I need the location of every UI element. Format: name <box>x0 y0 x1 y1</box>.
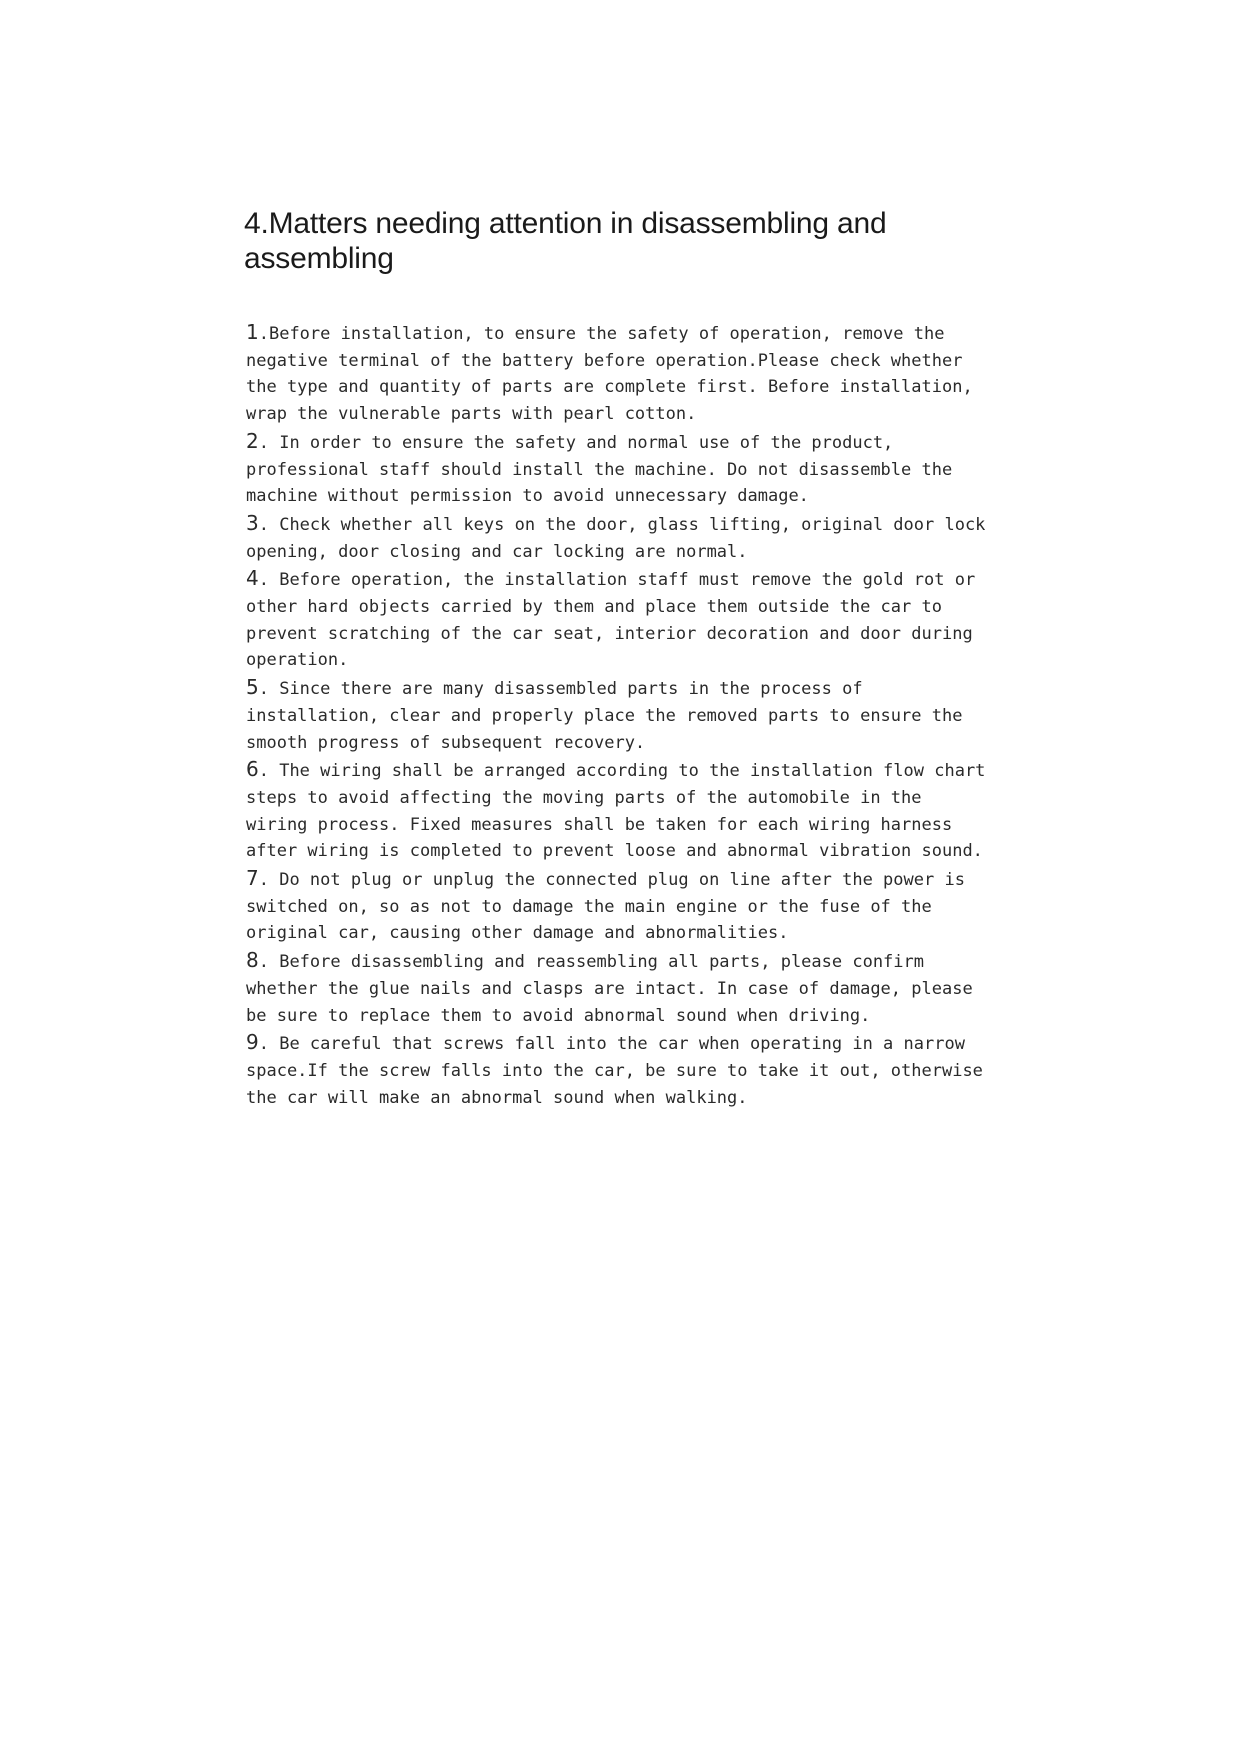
item-number: 4 <box>246 566 259 591</box>
list-item <box>246 865 990 947</box>
item-text: . The wiring shall be arranged according to the installation flow chart steps to avoid affecting the moving parts of the automobile in the wiring process. Fixed measures shall be taken for each wiring harness after wiring is completed to prevent loose and abnormal vibration sound. <box>246 761 986 862</box>
item-number: 7 <box>246 866 259 891</box>
list-item <box>246 947 990 1029</box>
item-text: . Do not plug or unplug the connected plug on line after the power is switched on, so as not to damage the main engine or the fuse of the original car, causing other damage and abnormalities. <box>246 870 965 944</box>
item-number: 5 <box>246 675 259 700</box>
item-number: 2 <box>246 428 259 453</box>
list-item <box>246 319 990 428</box>
list-item <box>246 428 990 510</box>
item-number: 8 <box>246 948 259 973</box>
attention-list <box>246 319 990 1111</box>
item-number: 3 <box>246 510 259 535</box>
item-number: 1 <box>246 320 259 344</box>
item-text: . Be careful that screws fall into the car when operating in a narrow space.If the screw falls into the car, be sure to take it out, otherwise the car will make an abnormal sound when walking. <box>246 1034 983 1108</box>
list-item <box>246 510 990 565</box>
item-text: . Before disassembling and reassembling all parts, please confirm whether the glue nails and clasps are intact. In case of damage, please be sure to replace them to avoid abnormal sound when driving. <box>246 952 973 1026</box>
list-item <box>246 1029 990 1111</box>
list-item <box>246 756 990 865</box>
item-number: 9 <box>246 1030 259 1055</box>
list-item <box>246 674 990 756</box>
item-text: . Check whether all keys on the door, glass lifting, original door lock opening, door closing and car locking are normal. <box>246 514 986 562</box>
item-number: 6 <box>246 757 259 782</box>
item-text: . Before operation, the installation staff must remove the gold rot or other hard objects carried by them and place them outside the car to prevent scratching of the car seat, interior decoration and door during operation. <box>246 570 976 671</box>
item-text: . Since there are many disassembled parts in the process of installation, clear and properly place the removed parts to ensure the smooth progress of subsequent recovery. <box>246 679 963 753</box>
section-heading: 4.Matters needing attention in disassembling and assembling <box>244 207 887 275</box>
item-text: . In order to ensure the safety and normal use of the product, professional staff should install the machine. Do not disassemble the machine without permission to avoid unnecessary damage. <box>246 432 953 507</box>
item-text: .Before installation, to ensure the safety of operation, remove the negative terminal of the battery before operation.Please check whether the type and quantity of parts are complete first. Before installation, wrap the vulnerable parts with pearl cotton. <box>246 324 973 425</box>
list-item <box>246 565 990 674</box>
